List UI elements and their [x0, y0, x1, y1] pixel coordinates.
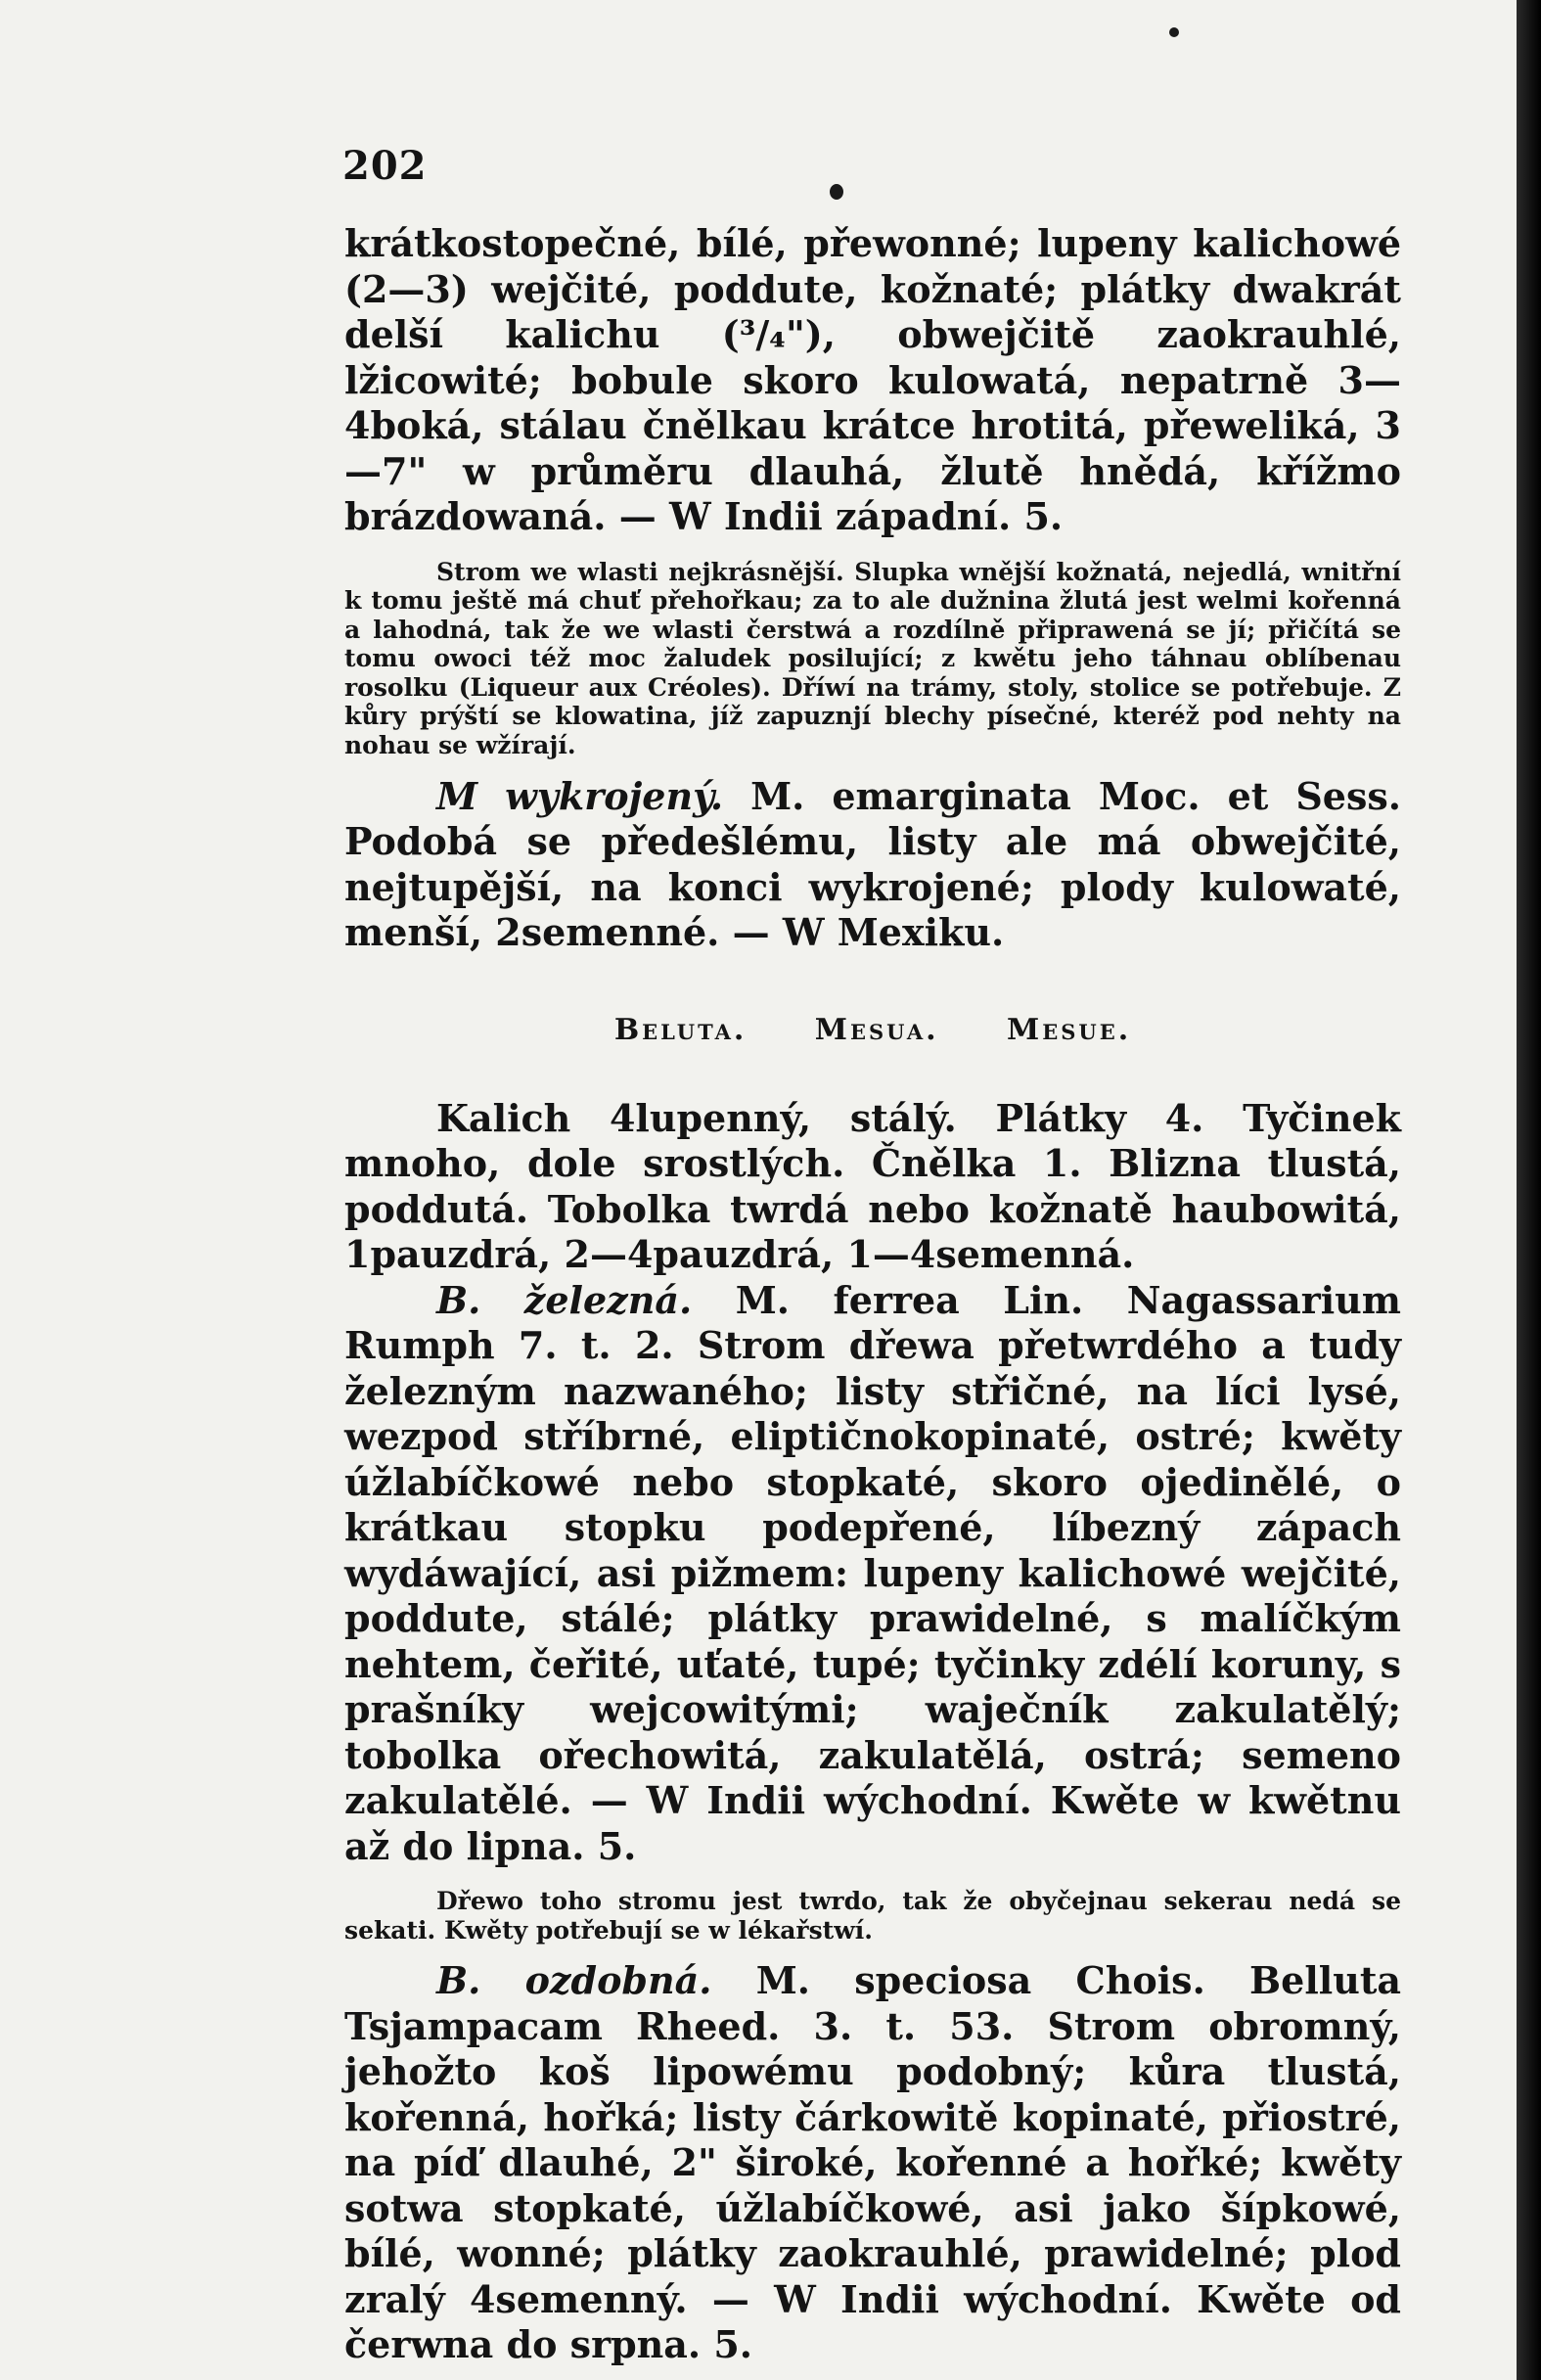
species-description-continued: krátkostopečné, bílé, přewonné; lupeny kalichowé (2—3) wejčité, poddute, kožnaté; plátky dwakrát delší kalichu (³/₄"), obwejčitě zaokrauhlé, lžicowité; bobule skoro kulowatá, nepatrně 3—4boká, stálau čnělkau krátce hrotitá, přeweliká, 3—7" w průměru dlauhá, žlutě hnědá, křížmo brázdowaná. — W Indii západní. 5.	[344, 221, 1401, 538]
ink-speck	[830, 184, 843, 200]
ink-speck	[1169, 27, 1179, 37]
czech-species-name: B. železná.	[436, 1277, 693, 1322]
genus-name-czech: Beluta.	[613, 1012, 748, 1047]
entry-text: M. emarginata Moc. et Sess. Podobá se předešlému, listy ale má obwejčité, nejtupější, na konci wykrojené; plody kulowaté, menší, 2semenné. — W Mexiku.	[344, 773, 1401, 955]
genus-name-alternate: Mesue.	[1007, 1012, 1132, 1047]
page-text	[344, 221, 1401, 2368]
genus-heading	[344, 1013, 1401, 1047]
genus-description: Kalich 4lupenný, stálý. Plátky 4. Tyčinek mnoho, dole srostlých. Čnělka 1. Blizna tlustá, poddutá. Tobolka twrdá nebo kožnatě haubowitá, 1pauzdrá, 2—4pauzdrá, 1—4semenná.	[344, 1095, 1401, 1277]
czech-species-name: B. ozdobná.	[436, 1958, 712, 2003]
entry-mesua-ferrea	[344, 1278, 1401, 1870]
species-note: Dřewo toho stromu jest twrdo, tak že obyčejnau sekerau nedá se sekati. Kwěty potřebují se w lékařstwí.	[344, 1887, 1401, 1945]
czech-species-name: M wykrojený.	[436, 773, 724, 818]
scan-edge	[1517, 0, 1541, 2380]
genus-name-latin: Mesua.	[814, 1012, 939, 1047]
entry-text: M. ferrea Lin. Nagassarium Rumph 7. t. 2. Strom dřewa přetwrdého a tudy železným nazwaného; listy střičné, na líci lysé, wezpod stříbrné, eliptičnokopinaté, ostré; kwěty úžlabíčkowé nebo stopkaté, skoro ojedinělé, o krátkau stopku podepřené, líbezný zápach wydáwající, asi pižmem: lupeny kalichowé wejčité, poddute, stálé; plátky prawidelné, s malíčkým nehtem, čeřité, uťaté, tupé; tyčinky zdélí koruny, s prašníky wejcowitými; waječník zakulatělý; tobolka ořechowitá, zakulatělá, ostrá; semeno zakulatělé. — W Indii wýchodní. Kwěte w kwětnu až do lipna. 5.	[344, 1277, 1401, 1868]
species-note: Strom we wlasti nejkrásnější. Slupka wnější kožnatá, nejedlá, wnitřní k tomu ještě má chuť přehořkau; za to ale dužnina žlutá jest welmi kořenná a lahodná, tak že we wlasti čerstwá a rozdílně připrawená se jí; přičítá se tomu owoci též moc žaludek posilující; z kwětu jeho táhnau oblíbenau rosolku (Liqueur aux Créoles). Dříwí na trámy, stoly, stolice se potřebuje. Z kůry prýští se klowatina, jíž zapuznjí blechy písečné, kteréž pod nehty na nohau se wžírají.	[344, 557, 1401, 760]
page-number: 202	[342, 143, 428, 189]
entry-mammea-emarginata	[344, 774, 1401, 956]
entry-text: M. speciosa Chois. Belluta Tsjampacam Rheed. 3. t. 53. Strom obromný, jehožto koš lipowému podobný; kůra tlustá, kořenná, hořká; listy čárkowitě kopinaté, přiostré, na píď dlauhé, 2" široké, kořenné a hořké; kwěty sotwa stopkaté, úžlabíčkowé, asi jako šípkowé, bílé, wonné; plátky zaokrauhlé, prawidelné; plod zralý 4semenný. — W Indii wýchodní. Kwěte od čerwna do srpna. 5.	[344, 1958, 1401, 2367]
entry-mesua-speciosa	[344, 1958, 1401, 2368]
